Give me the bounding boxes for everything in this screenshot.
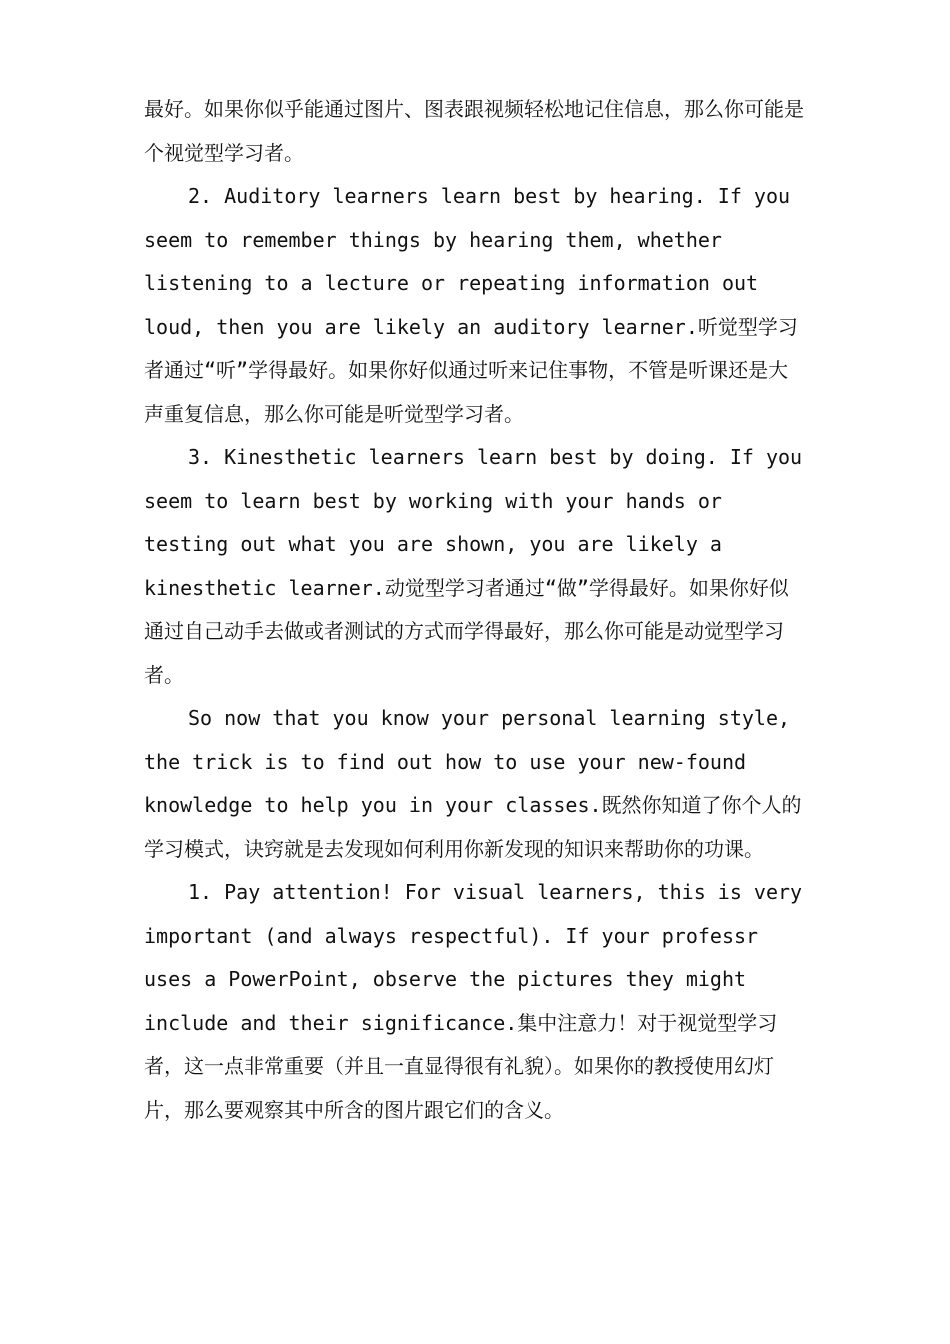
- paragraph-kinesthetic: 3. Kinesthetic learners learn best by doing. If you seem to learn best by working with your hands or testing out what you are shown, you are likely a kinesthetic learner.动觉型学习者通过“做”学得最好。如果你好似通过自己动手去做或者测试的方式而学得最好，那么你可能是动觉型学习者。: [144, 445, 803, 687]
- paragraph-visual-tail: 最好。如果你似乎能通过图片、图表跟视频轻松地记住信息，那么你可能是个视觉型学习者。: [144, 97, 804, 165]
- paragraph-so-now: So now that you know your personal learning style, the trick is to find out how to use your new-found knowledge to help you in your classes.既然你知道了你个人的学习模式，诀窍就是去发现如何利用你新发现的知识来帮助你的功课。: [144, 706, 802, 861]
- document-body: [144, 88, 806, 1132]
- paragraph-pay-attention: 1. Pay attention! For visual learners, this is very important (and always respectful). If your professr uses a PowerPoint, observe the pictures they might include and their significance.集中注意力！对于视觉型学习者，这一点非常重要（并且一直显得很有礼貌）。如果你的教授使用幻灯片，那么要观察其中所含的图片跟它们的含义。: [144, 880, 803, 1122]
- paragraph-auditory: 2. Auditory learners learn best by hearing. If you seem to remember things by hearing them, whether listening to a lecture or repeating information out loud, then you are likely an auditory learner.听觉型学习者通过“听”学得最好。如果你好似通过听来记住事物，不管是听课还是大声重复信息，那么你可能是听觉型学习者。: [144, 184, 798, 426]
